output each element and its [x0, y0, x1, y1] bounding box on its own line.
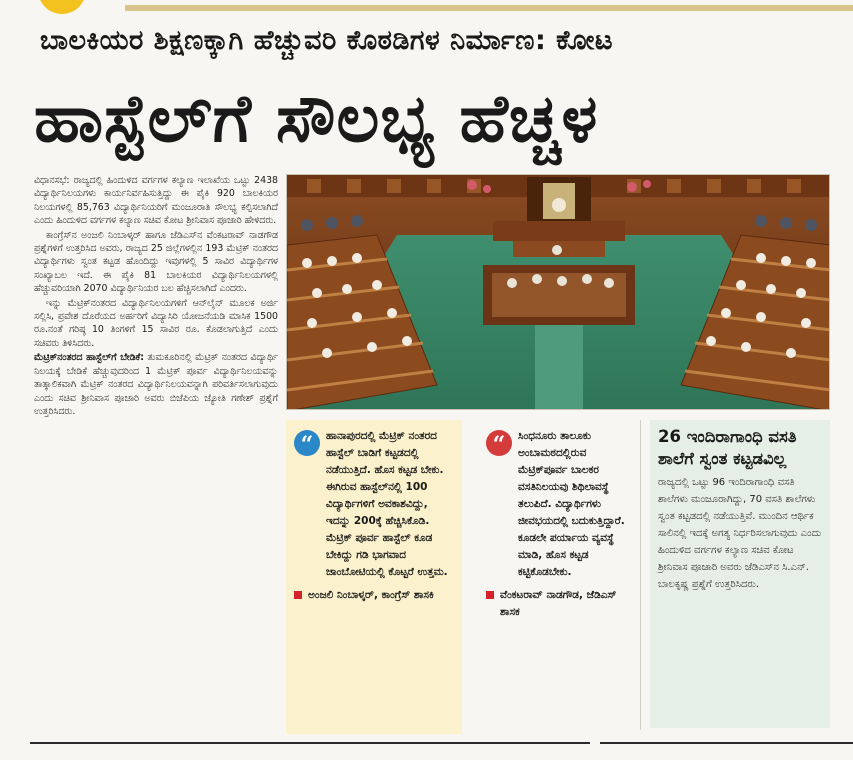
quote-mark-icon: “ — [486, 430, 512, 456]
top-rule — [125, 5, 853, 11]
sidebar-box — [650, 420, 830, 728]
quote-box-venkatrao — [478, 420, 634, 734]
assembly-photo — [286, 174, 830, 410]
paragraph: ಕಾಂಗ್ರೆಸ್‌ನ ಅಂಜಲಿ ನಿಂಬಾಳ್ಕರ್ ಹಾಗೂ ಜೆಡಿಎಸ್‌ನ ವೆಂಕಟರಾವ್ ನಾಡಗೌಡ ಪ್ರಶ್ನೆಗಳಿಗೆ ಉತ್ತರಿಸಿದ ಅವರು, ರಾಜ್ಯದ 25 ಜಿಲ್ಲೆಗಳಲ್ಲಿನ 193 ಮೆಟ್ರಿಕ್ ನಂತರದ ವಿದ್ಯಾರ್ಥಿಗಳು ಸ್ವಂತ ಕಟ್ಟಡ ಹೊಂದಿದ್ದು ಇವುಗಳಲ್ಲಿ 5 ಸಾವಿರ ವಿದ್ಯಾರ್ಥಿಗಳ ಸಂಖ್ಯಾಬಲ ಇದೆ. ಈ ಪೈಕಿ 81 ಬಾಲಕಿಯರ ವಿದ್ಯಾರ್ಥಿನಿಲಯಗಳಲ್ಲಿ ಹೆಚ್ಚುವರಿಯಾಗಿ 2070 ವಿದ್ಯಾರ್ಥಿನಿಯರ ಬಲ ಹೆಚ್ಚಿಸಲಾಗಿದೆ ಎಂದರು. — [34, 229, 278, 295]
quote-mark-icon: “ — [294, 430, 320, 456]
sidebar-text: ರಾಜ್ಯದಲ್ಲಿ ಒಟ್ಟು 96 ಇಂದಿರಾಗಾಂಧಿ ವಸತಿ ಶಾಲೆಗಳು ಮಂಜೂರಾಗಿದ್ದು, 70 ವಸತಿ ಶಾಲೆಗಳು ಸ್ವಂತ ಕಟ್ಟಡದಲ್ಲಿ ನಡೆಯುತ್ತಿವೆ. ಮುಂದಿನ ಆರ್ಥಿಕ ಸಾಲಿನಲ್ಲಿ ಇದಕ್ಕೆ ಅಗತ್ಯ ನಿರ್ಧರಿಸಲಾಗುವುದು ಎಂದು ಹಿಂದುಳಿದ ವರ್ಗಗಳ ಕಲ್ಯಾಣ ಸಚಿವ ಕೋಟ ಶ್ರೀನಿವಾಸ ಪೂಜಾರಿ ಅವರು ಜೆಡಿಎಸ್‌ನ ಸಿ.ಎನ್. ಬಾಲಕೃಷ್ಣ ಪ್ರಶ್ನೆಗೆ ಉತ್ತರಿಸಿದರು. — [658, 477, 822, 590]
author-marker-icon — [486, 591, 494, 599]
author-name: ವೆಂಕಟರಾವ್ ನಾಡಗೌಡ, ಜೆಡಿಎಸ್ ಶಾಸಕ — [500, 589, 617, 618]
subhead: ಮೆಟ್ರಿಕ್‌ನಂತರದ ಹಾಸ್ಟೆಲ್‌ಗೆ ಬೇಡಿಕೆ: — [34, 352, 144, 364]
quote-box-anjali — [286, 420, 462, 734]
sidebar-title: 26 ಇಂದಿರಾಗಾಂಧಿ ವಸತಿ ಶಾಲೆಗೆ ಸ್ವಂತ ಕಟ್ಟಡವಿಲ್ಲ — [658, 427, 797, 468]
kicker: ಬಾಲಕಿಯರ ಶಿಕ್ಷಣಕ್ಕಾಗಿ ಹೆಚ್ಚುವರಿ ಕೊಠಡಿಗಳ ನಿರ್ಮಾಣ: ಕೋಟ — [40, 25, 613, 56]
headline: ಹಾಸ್ಟೆಲ್‌ಗೆ ಸೌಲಭ್ಯ ಹೆಚ್ಚಳ — [34, 79, 599, 157]
quote-text: ಸಿಂಧನೂರು ತಾಲೂಕು ಅಂಬಾಮಠದಲ್ಲಿರುವ ಮೆಟ್ರಿಕ್‌ಪೂರ್ವ ಬಾಲಕರ ವಸತಿನಿಲಯವು ಶಿಥಿಲಾವಸ್ಥೆ ತಲುಪಿದೆ. ವಿದ್ಯಾರ್ಥಿಗಳು ಜೀವಭಯದಲ್ಲಿ ಬದುಕುತ್ತಿದ್ದಾರೆ. ಕೂಡಲೇ ಪರ್ಯಾಯ ವ್ಯವಸ್ಥೆ ಮಾಡಿ, ಹೊಸ ಕಟ್ಟಡ ಕಟ್ಟಿಕೊಡಬೇಕು. — [518, 430, 625, 578]
article-body — [34, 174, 278, 419]
quote-row — [486, 428, 626, 581]
column-divider — [640, 420, 641, 730]
paragraph: ಇನ್ನು ಮೆಟ್ರಿಕ್‌ನಂತರದ ವಿದ್ಯಾರ್ಥಿನಿಲಯಗಳಿಗೆ ಆನ್‌ಲೈನ್ ಮೂಲಕ ಅರ್ಜಿ ಸಲ್ಲಿಸಿ, ಪ್ರವೇಶ ದೊರೆಯದ ಅರ್ಹರಿಗೆ ವಿದ್ಯಾಸಿರಿ ಯೋಜನೆಯಡಿ ಮಾಸಿಕ 1500 ರೂ.ನಂತೆ ಗರಿಷ್ಠ 10 ತಿಂಗಳಿಗೆ 15 ಸಾವಿರ ರೂ. ಕೊಡಲಾಗುತ್ತಿದೆ ಎಂದು ಸಚಿವರು ತಿಳಿಸಿದರು. — [34, 297, 278, 349]
bottom-rule — [30, 742, 590, 744]
quote-author — [486, 587, 626, 621]
author-name: ಅಂಜಲಿ ನಿಂಬಾಳ್ಕರ್, ಕಾಂಗ್ರೆಸ್ ಶಾಸಕಿ — [308, 589, 434, 601]
assembly-hall-illustration — [287, 175, 830, 410]
paragraph-with-subhead — [34, 351, 278, 418]
section-logo-icon — [38, 0, 86, 14]
author-marker-icon — [294, 591, 302, 599]
masthead-strip — [0, 0, 853, 20]
paragraph: ವಿಧಾನಸಭೆ: ರಾಜ್ಯದಲ್ಲಿ ಹಿಂದುಳಿದ ವರ್ಗಗಳ ಕಲ್ಯಾಣ ಇಲಾಖೆಯ ಒಟ್ಟು 2438 ವಿದ್ಯಾರ್ಥಿನಿಲಯಗಳು ಕಾರ್ಯನಿರ್ವಹಿಸುತ್ತಿದ್ದು ಈ ಪೈಕಿ 920 ಬಾಲಕಿಯರ ನಿಲಯಗಳಲ್ಲಿ 85,763 ವಿದ್ಯಾರ್ಥಿನಿಯರಿಗೆ ಮಂಜೂರಾತಿ ಸೌಲಭ್ಯ ಕಲ್ಪಿಸಲಾಗಿದೆ ಎಂದು ಹಿಂದುಳಿದ ವರ್ಗಗಳ ಕಲ್ಯಾಣ ಸಚಿವ ಕೋಟ ಶ್ರೀನಿವಾಸ ಪೂಜಾರಿ ಹೇಳಿದರು. — [34, 175, 278, 227]
quote-author — [294, 587, 454, 604]
quote-row — [294, 428, 454, 581]
quote-text: ಹಾನಾಪುರದಲ್ಲಿ ಮೆಟ್ರಿಕ್ ನಂತರದ ಹಾಸ್ಟೆಲ್ ಬಾಡಿಗೆ ಕಟ್ಟಡದಲ್ಲಿ ನಡೆಯುತ್ತಿದೆ. ಹೊಸ ಕಟ್ಟಡ ಬೇಕು. ಈಗಿರುವ ಹಾಸ್ಟೆಲ್‌ನಲ್ಲಿ 100 ವಿದ್ಯಾರ್ಥಿಗಳಿಗೆ ಅವಕಾಶವಿದ್ದು, ಇದನ್ನು 200ಕ್ಕೆ ಹೆಚ್ಚಿಸಿಕೊಡಿ. ಮೆಟ್ರಿಕ್ ಪೂರ್ವ ಹಾಸ್ಟೆಲ್ ಕೂಡ ಬೇಕಿದ್ದು ಗಡಿ ಭಾಗವಾದ ಜಾಂಬೋಟಿಯಲ್ಲಿ ಕೊಟ್ಟರೆ ಉತ್ತಮ. — [326, 430, 448, 578]
paragraph-text: ತುಮಕೂರಿನಲ್ಲಿ ಮೆಟ್ರಿಕ್ ನಂತರದ ವಿದ್ಯಾರ್ಥಿ ನಿಲಯಕ್ಕೆ ಬೇಡಿಕೆ ಹೆಚ್ಚುವುದರಿಂದ 1 ಮೆಟ್ರಿಕ್ ಪೂರ್ವ ವಿದ್ಯಾರ್ಥಿನಿಲಯವನ್ನು ತಾತ್ಕಾಲಿಕವಾಗಿ ಮೆಟ್ರಿಕ್ ನಂತರದ ವಿದ್ಯಾರ್ಥಿನಿಲಯವನ್ನಾಗಿ ಪರಿವರ್ತಿಸಲಾಗುವುದು ಎಂದು ಸಚಿವ ಶ್ರೀನಿವಾಸ ಪೂಜಾರಿ ಅವರು ಬಿಜೆಪಿಯ ಜ್ಯೋತಿ ಗಣೇಶ್ ಪ್ರಶ್ನೆಗೆ ಉತ್ತರಿಸಿದರು. — [34, 352, 278, 417]
bottom-rule — [600, 742, 853, 744]
